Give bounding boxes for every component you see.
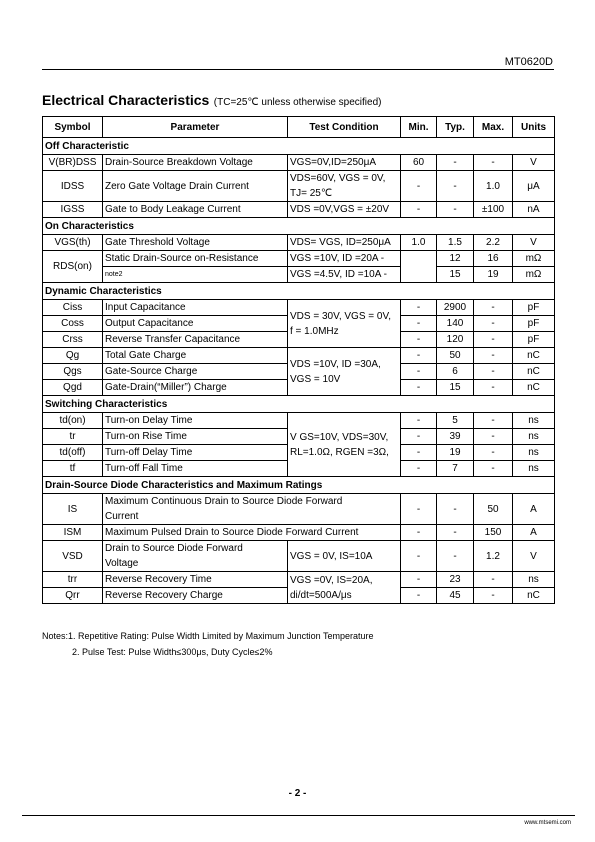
max: -: [474, 364, 513, 380]
unit: ns: [513, 461, 555, 477]
symbol: Qg: [43, 348, 103, 364]
cond-line: TJ= 25℃: [290, 188, 333, 199]
unit: mΩ: [513, 251, 555, 267]
test-condition: [288, 572, 401, 604]
section-title: Switching Characteristics: [43, 396, 555, 413]
typ: 50: [437, 348, 474, 364]
min: -: [401, 380, 437, 396]
max: 2.2: [474, 235, 513, 251]
col-test-condition: Test Condition: [288, 117, 401, 138]
table-row: [43, 202, 555, 218]
page-number: - 2 -: [288, 788, 307, 799]
table-row: [43, 525, 555, 541]
unit: V: [513, 235, 555, 251]
page-title: [42, 92, 381, 110]
min: [401, 251, 437, 283]
parameter: Gate-Drain(“Miller”) Charge: [103, 380, 288, 396]
unit: ns: [513, 572, 555, 588]
symbol: IDSS: [43, 171, 103, 202]
min: 60: [401, 155, 437, 171]
col-parameter: Parameter: [103, 117, 288, 138]
symbol: tf: [43, 461, 103, 477]
table-row: [43, 300, 555, 316]
parameter: Drain-Source Breakdown Voltage: [103, 155, 288, 171]
typ: -: [437, 202, 474, 218]
section-on: [43, 218, 555, 235]
section-title: Off Characteristic: [43, 138, 555, 155]
symbol: ISM: [43, 525, 103, 541]
unit: pF: [513, 316, 555, 332]
col-typ: Typ.: [437, 117, 474, 138]
max: -: [474, 316, 513, 332]
header-divider: [42, 69, 554, 70]
parameter: Turn-on Rise Time: [103, 429, 288, 445]
test-condition: [288, 348, 401, 396]
section-title: Dynamic Characteristics: [43, 283, 555, 300]
max: 1.0: [474, 171, 513, 202]
min: -: [401, 445, 437, 461]
test-condition: [288, 413, 401, 477]
max: 50: [474, 494, 513, 525]
table-row: [43, 494, 555, 525]
unit: μA: [513, 171, 555, 202]
symbol: tr: [43, 429, 103, 445]
parameter: Gate Threshold Voltage: [103, 235, 288, 251]
max: 16: [474, 251, 513, 267]
typ: -: [437, 525, 474, 541]
unit: pF: [513, 332, 555, 348]
typ: -: [437, 155, 474, 171]
table-row: [43, 348, 555, 364]
part-number: MT0620D: [504, 56, 553, 68]
symbol: Ciss: [43, 300, 103, 316]
test-condition: VDS= VGS, ID=250μA: [288, 235, 401, 251]
symbol: VSD: [43, 541, 103, 572]
parameter: Turn-off Fall Time: [103, 461, 288, 477]
cond-line: VGS =0V, IS=20A,: [290, 574, 373, 586]
typ: -: [437, 494, 474, 525]
table-row: [43, 251, 555, 267]
parameter: Turn-off Delay Time: [103, 445, 288, 461]
symbol: RDS(on): [43, 251, 103, 283]
symbol: td(on): [43, 413, 103, 429]
parameter: Total Gate Charge: [103, 348, 288, 364]
symbol: Qgd: [43, 380, 103, 396]
parameter: Zero Gate Voltage Drain Current: [103, 171, 288, 202]
symbol: Crss: [43, 332, 103, 348]
cond-line: VDS = 30V, VGS = 0V,: [290, 310, 391, 322]
min: -: [401, 202, 437, 218]
test-condition: VGS =10V, ID =20A -: [288, 251, 401, 267]
section-title: On Characteristics: [43, 218, 555, 235]
section-dynamic: [43, 283, 555, 300]
min: -: [401, 541, 437, 572]
parameter: [103, 541, 288, 572]
min: -: [401, 300, 437, 316]
typ: 120: [437, 332, 474, 348]
min: -: [401, 171, 437, 202]
max: -: [474, 380, 513, 396]
min: -: [401, 461, 437, 477]
section-switching: [43, 396, 555, 413]
param-line: Drain to Source Diode Forward: [105, 543, 243, 554]
notes: [42, 628, 373, 660]
typ: 39: [437, 429, 474, 445]
col-symbol: Symbol: [43, 117, 103, 138]
parameter: [103, 494, 401, 525]
symbol: VGS(th): [43, 235, 103, 251]
max: 19: [474, 267, 513, 283]
parameter: Input Capacitance: [103, 300, 288, 316]
min: -: [401, 413, 437, 429]
typ: 15: [437, 380, 474, 396]
max: -: [474, 332, 513, 348]
section-diode: [43, 477, 555, 494]
unit: nC: [513, 380, 555, 396]
unit: ns: [513, 429, 555, 445]
symbol: IGSS: [43, 202, 103, 218]
typ: 12: [437, 251, 474, 267]
unit: ns: [513, 413, 555, 429]
parameter: Turn-on Delay Time: [103, 413, 288, 429]
table-row: [43, 541, 555, 572]
table-row: [43, 155, 555, 171]
min: -: [401, 429, 437, 445]
max: -: [474, 461, 513, 477]
min: -: [401, 525, 437, 541]
symbol: Qgs: [43, 364, 103, 380]
min: -: [401, 316, 437, 332]
table-row: [43, 413, 555, 429]
footer-url: www.mtsemi.com: [524, 820, 571, 826]
footer-divider: [22, 815, 575, 816]
min: -: [401, 588, 437, 604]
test-condition: VGS=0V,ID=250μA: [288, 155, 401, 171]
unit: ns: [513, 445, 555, 461]
note-1: Notes:1. Repetitive Rating: Pulse Width Limited by Maximum Junction Temperature: [42, 631, 374, 641]
typ: 5: [437, 413, 474, 429]
max: -: [474, 300, 513, 316]
param-line: Current: [105, 511, 139, 522]
unit: V: [513, 541, 555, 572]
unit: nC: [513, 364, 555, 380]
cond-line: RL=1.0Ω, RGEN =3Ω,: [290, 446, 389, 458]
test-condition: VGS = 0V, IS=10A: [288, 541, 401, 572]
symbol: Qrr: [43, 588, 103, 604]
typ: 15: [437, 267, 474, 283]
unit: A: [513, 525, 555, 541]
min: -: [401, 364, 437, 380]
min: -: [401, 572, 437, 588]
col-units: Units: [513, 117, 555, 138]
unit: mΩ: [513, 267, 555, 283]
parameter: Gate-Source Charge: [103, 364, 288, 380]
typ: 23: [437, 572, 474, 588]
typ: -: [437, 171, 474, 202]
max: -: [474, 572, 513, 588]
min: -: [401, 332, 437, 348]
test-condition: VGS =4.5V, ID =10A -: [288, 267, 401, 283]
typ: 45: [437, 588, 474, 604]
cond-line: di/dt=500A/μs: [290, 589, 352, 601]
symbol: trr: [43, 572, 103, 588]
symbol: Coss: [43, 316, 103, 332]
title-condition: (TC=25℃ unless otherwise specified): [213, 97, 382, 108]
min: -: [401, 348, 437, 364]
typ: 2900: [437, 300, 474, 316]
max: -: [474, 413, 513, 429]
min: -: [401, 494, 437, 525]
electrical-characteristics-table: [42, 116, 555, 604]
min: 1.0: [401, 235, 437, 251]
test-condition: VDS =0V,VGS = ±20V: [288, 202, 401, 218]
table-row: [43, 235, 555, 251]
table-row: [43, 572, 555, 588]
table-row: [43, 171, 555, 202]
unit: nA: [513, 202, 555, 218]
col-min: Min.: [401, 117, 437, 138]
test-condition: [288, 171, 401, 202]
max: 1.2: [474, 541, 513, 572]
typ: 19: [437, 445, 474, 461]
col-max: Max.: [474, 117, 513, 138]
section-title: Drain-Source Diode Characteristics and Maximum Ratings: [43, 477, 555, 494]
cond-line: VDS=60V, VGS = 0V,: [290, 173, 386, 184]
cond-line: V GS=10V, VDS=30V,: [290, 431, 389, 443]
test-condition: [288, 300, 401, 348]
parameter: Output Capacitance: [103, 316, 288, 332]
symbol: td(off): [43, 445, 103, 461]
parameter: Maximum Pulsed Drain to Source Diode Forward Current: [103, 525, 401, 541]
unit: V: [513, 155, 555, 171]
cond-line: f = 1.0MHz: [290, 325, 339, 337]
max: -: [474, 429, 513, 445]
cond-line: VGS = 10V: [290, 373, 341, 385]
max: -: [474, 445, 513, 461]
parameter: Gate to Body Leakage Current: [103, 202, 288, 218]
symbol: IS: [43, 494, 103, 525]
parameter: Static Drain-Source on-Resistance: [103, 251, 288, 267]
title-main: Electrical Characteristics: [42, 92, 210, 108]
typ: 1.5: [437, 235, 474, 251]
unit: A: [513, 494, 555, 525]
typ: -: [437, 541, 474, 572]
typ: 7: [437, 461, 474, 477]
max: -: [474, 588, 513, 604]
unit: nC: [513, 348, 555, 364]
param-line: Voltage: [105, 558, 139, 569]
max: -: [474, 155, 513, 171]
cond-line: VDS =10V, ID =30A,: [290, 358, 381, 370]
table-header-row: [43, 117, 555, 138]
section-off: [43, 138, 555, 155]
parameter: Reverse Recovery Charge: [103, 588, 288, 604]
unit: pF: [513, 300, 555, 316]
table-row: [43, 267, 555, 283]
unit: nC: [513, 588, 555, 604]
max: ±100: [474, 202, 513, 218]
parameter: Reverse Transfer Capacitance: [103, 332, 288, 348]
parameter: Reverse Recovery Time: [103, 572, 288, 588]
note-2: 2. Pulse Test: Pulse Width≤300μs, Duty Cycle≤2%: [72, 647, 273, 657]
max: -: [474, 348, 513, 364]
symbol: V(BR)DSS: [43, 155, 103, 171]
typ: 140: [437, 316, 474, 332]
param-line: Maximum Continuous Drain to Source Diode Forward: [105, 496, 343, 507]
note-ref: note2: [103, 267, 288, 283]
typ: 6: [437, 364, 474, 380]
max: 150: [474, 525, 513, 541]
